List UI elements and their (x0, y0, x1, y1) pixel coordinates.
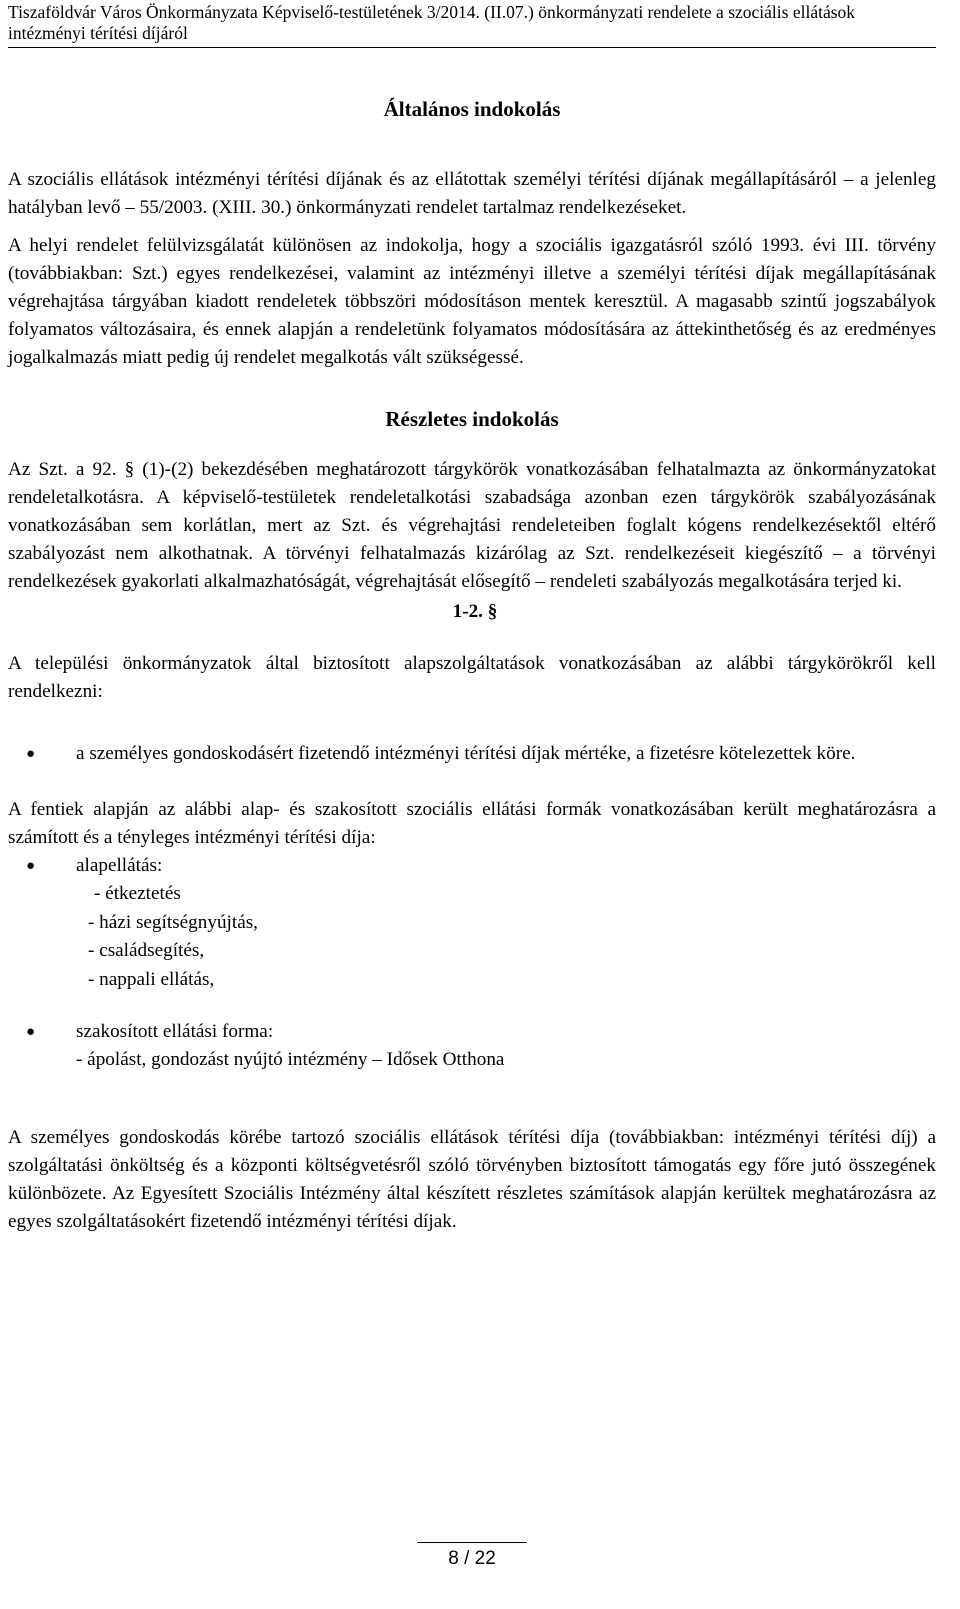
page-number: 8 / 22 (448, 1548, 496, 1569)
detailed-paragraph-b: A fentiek alapján az alábbi alap- és szakosított szociális ellátási formák vonatkozásában került meghatározásra a számított és a tényleges intézményi térítési díja: (8, 799, 936, 848)
bullet-dot-icon: ● (26, 1024, 36, 1040)
header-line-1: Tiszaföldvár Város Önkormányzata Képviselő-testületének 3/2014. (II.07.) önkormányzati rendelete a szociális ellátások (8, 2, 856, 22)
list-item (8, 740, 936, 768)
list-item: - házi segítségnyújtás, (88, 911, 258, 933)
bullet-list-a (8, 740, 936, 768)
bullet-text: alapellátás: (76, 855, 163, 876)
detailed-intro-paragraph: Az Szt. a 92. § (1)-(2) bekezdésében meghatározott tárgykörök vonatkozásában felhatalmazta az önkormányzatokat rendeletalkotásra. A képviselő-testületek rendeletalkotási szabadsága azonban ezen tárgykörök szabályozásának vonatkozásában sem korlátlan, mert az Szt. és végrehajtási rendeleteiben foglalt kógens rendelkezésektől eltérő szabályozást nem alkothatnak. A törvényi felhatalmazás kizárólag az Szt. rendelkezéseit kiegészítő – a törvényi rendelkezések gyakorlati alkalmazhatóságát, végrehajtását elősegítő – rendeleti szabályozás megalkotására terjed ki. (8, 459, 936, 592)
detailed-reasoning-title: Részletes indokolás (385, 407, 559, 431)
general-reasoning-title: Általános indokolás (383, 97, 561, 121)
footer-divider (417, 1542, 527, 1543)
page-footer (8, 1542, 936, 1571)
bullet-text: szakosított ellátási forma: (76, 1021, 274, 1042)
bullet-list-c (8, 1018, 936, 1046)
list-item: - étkeztetés (94, 883, 181, 904)
running-header (8, 0, 936, 48)
sub-item-c: - ápolást, gondozást nyújtó intézmény – Idősek Otthona (76, 1049, 505, 1070)
header-line-2: intézményi térítési díjáról (8, 23, 188, 43)
section-number: 1-2. § (452, 601, 498, 622)
bullet-dot-icon: ● (26, 746, 36, 762)
general-paragraph-1: A szociális ellátások intézményi térítési díjának és az ellátottak személyi térítési díjának megállapításáról – a jelenleg hatályban levő – 55/2003. (XIII. 30.) önkormányzati rendelet tartalmaz rendelkezéseket. (8, 169, 936, 218)
detailed-paragraph-c: A személyes gondoskodás körébe tartozó szociális ellátások térítési díja (továbbiakban: intézményi térítési díj) a szolgáltatási önköltség és a központi költségvetésről szóló törvényben biztosított támogatás egy főre jutó összegének különbözete. Az Egyesített Szociális Intézmény által készített részletes számítások alapján kerültek meghatározásra az egyes szolgáltatásokért fizetendő intézményi térítési díjak. (8, 1127, 936, 1232)
sub-list-b (8, 880, 936, 994)
list-item (8, 1018, 936, 1046)
list-item (8, 852, 936, 880)
bullet-text: a személyes gondoskodásért fizetendő intézményi térítési díjak mértéke, a fizetésre kötelezettek köre. (76, 743, 856, 764)
bullet-list-b (8, 852, 936, 880)
list-item: - családsegítés, (88, 940, 205, 961)
list-item: - nappali ellátás, (88, 968, 215, 990)
general-paragraph-2: A helyi rendelet felülvizsgálatát különösen az indokolja, hogy a szociális igazgatásról szóló 1993. évi III. törvény (továbbiakban: Szt.) egyes rendelkezései, valamint az intézményi illetve a személyi térítési díjak megállapításának végrehajtása tárgyában kiadott rendeletek többszöri módosításon mentek keresztül. A magasabb szintű jogszabályok folyamatos változásaira, és ennek alapján a rendeletünk folyamatos módosítására az áttekinthetőség és az eredményes jogalkalmazás miatt pedig új rendelet megalkotás vált szükségessé. (8, 235, 936, 368)
bullet-dot-icon: ● (26, 858, 36, 874)
detailed-paragraph-a: A települési önkormányzatok által biztosított alapszolgáltatások vonatkozásában az alábbi tárgykörökről kell rendelkezni: (8, 653, 936, 702)
